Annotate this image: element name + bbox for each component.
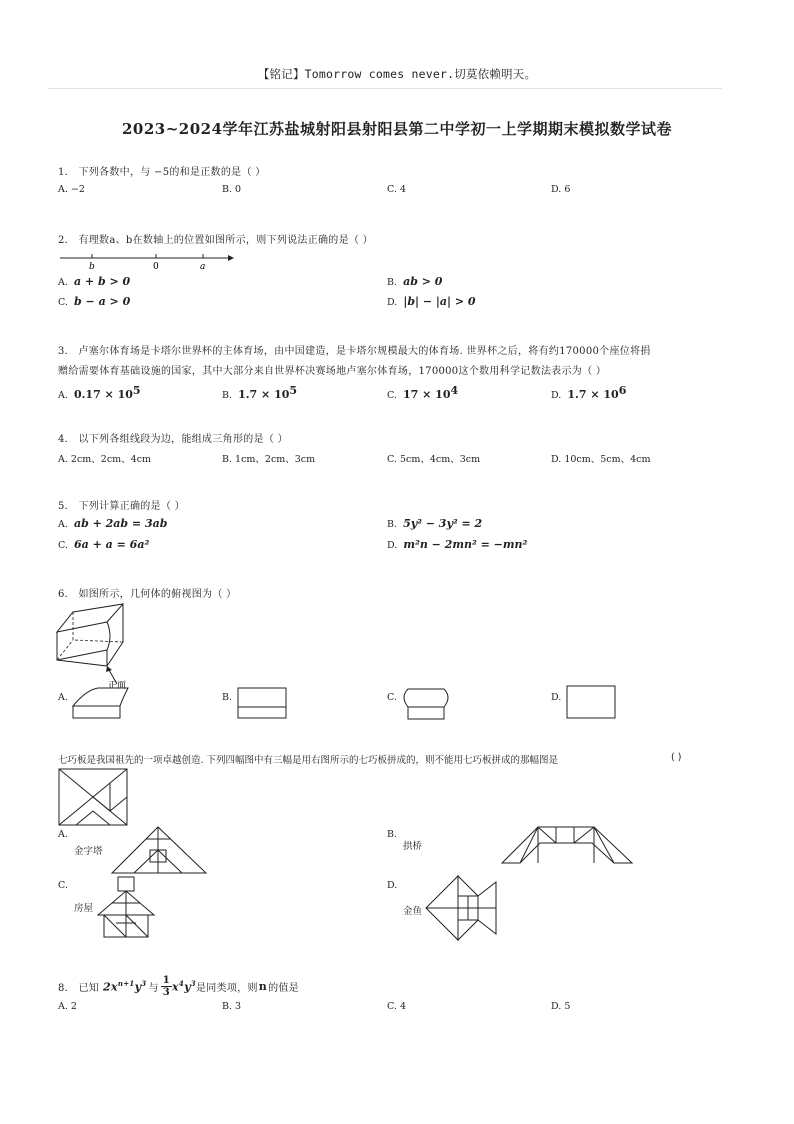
question-1-option-c[interactable]: C. 4: [387, 184, 407, 195]
option-math: 1.7 × 10: [567, 388, 619, 402]
option-letter: B.: [387, 519, 398, 530]
question-3-option-d[interactable]: [551, 384, 626, 401]
option-math: |b| − |a| > 0: [403, 295, 476, 308]
option-c-caption: 房屋: [74, 903, 94, 914]
question-8-stem: [58, 975, 299, 998]
option-exponent: 5: [132, 384, 141, 397]
question-5-option-c[interactable]: [58, 538, 149, 551]
option-exponent: 4: [450, 384, 459, 397]
front-view-label: 正面: [108, 681, 127, 691]
question-7-option-b[interactable]: B.: [387, 829, 398, 840]
house-shape: [96, 875, 160, 941]
question-3-option-b[interactable]: [222, 384, 297, 401]
option-math: 1.7 × 10: [238, 388, 290, 402]
question-6-stem: 6． 如图所示，几何体的俯视图为（ ）: [58, 589, 237, 600]
option-letter: A.: [58, 390, 68, 402]
page-title: 2023~2024学年江苏盐城射阳县射阳县第二中学初一上学期期末模拟数学试卷: [121, 120, 673, 138]
option-math: a + b > 0: [73, 275, 131, 288]
option-math: 17 × 10: [403, 388, 451, 402]
question-6-option-b[interactable]: B.: [222, 692, 233, 703]
goldfish-shape: [424, 874, 500, 944]
option-math: 5y² − 3y² = 2: [403, 517, 483, 530]
option-math: 0.17 × 10: [73, 388, 133, 402]
option-d-shape: [566, 685, 618, 721]
option-math: m²n − 2mn² = −mn²: [403, 538, 528, 551]
option-exponent: 5: [289, 384, 298, 397]
question-6-option-c[interactable]: C.: [387, 692, 397, 703]
option-letter: C.: [58, 297, 68, 308]
axis-label-b: b: [89, 262, 95, 272]
option-c-shape: [402, 687, 454, 721]
option-letter: D.: [387, 540, 398, 551]
question-3-option-a[interactable]: [58, 384, 141, 401]
question-2-option-a[interactable]: [58, 275, 130, 288]
number-line-figure: [58, 250, 238, 272]
question-5-stem: 5． 下列计算正确的是（ ）: [58, 501, 185, 512]
option-a-caption: 金字塔: [74, 846, 103, 857]
option-letter: A.: [58, 519, 68, 530]
question-4-option-a[interactable]: A. 2cm、2cm、4cm: [58, 454, 152, 465]
question-1-option-b[interactable]: B. 0: [222, 184, 242, 195]
stem-text: 8． 已知: [58, 983, 100, 994]
option-letter: D.: [551, 390, 562, 402]
question-1-option-d[interactable]: D. 6: [551, 184, 571, 195]
question-6-option-a[interactable]: A.: [58, 692, 68, 703]
option-b-caption: 拱桥: [403, 841, 423, 852]
stem-text: 是同类项，则: [195, 983, 258, 994]
option-math: ab > 0: [403, 275, 443, 288]
term-2: $x^4y^3$: [172, 979, 196, 994]
option-letter: B.: [387, 277, 398, 288]
option-a-shape: [70, 684, 130, 722]
variable-n: n: [258, 980, 268, 993]
solid-figure: [55, 600, 135, 690]
term-1: $2x^{n+1}y^3$: [103, 979, 147, 994]
question-8-option-a[interactable]: A. 2: [58, 1001, 77, 1012]
header-divider: [48, 88, 722, 89]
axis-label-a: a: [200, 262, 206, 272]
option-math: b − a > 0: [74, 295, 131, 308]
tangram-figure: [58, 768, 130, 828]
arch-bridge-shape: [500, 825, 635, 867]
option-letter: C.: [387, 390, 397, 402]
question-3-option-c[interactable]: [387, 384, 458, 401]
option-d-caption: 金鱼: [403, 906, 423, 917]
question-6-option-d[interactable]: D.: [551, 692, 562, 703]
option-letter: B.: [222, 390, 233, 402]
option-math: ab + 2ab = 3ab: [73, 517, 168, 530]
question-5-option-a[interactable]: [58, 517, 167, 530]
question-7-option-c[interactable]: C.: [58, 880, 68, 891]
question-2-option-d[interactable]: [387, 295, 476, 308]
option-letter: D.: [387, 297, 398, 308]
question-8-option-b[interactable]: B. 3: [222, 1001, 242, 1012]
question-3-stem-line2: 赠给需要体育基础设施的国家，其中大部分来自世界杯决赛场地卢塞尔体育场，170000这个数用科学记数法表示为（ ）: [58, 366, 607, 377]
question-3-stem-line1: 3． 卢塞尔体育场是卡塔尔世界杯的主体育场，由中国建造，是卡塔尔规模最大的体育场. 世界杯之后，将有约170000个座位将捐: [58, 346, 651, 357]
axis-label-zero: 0: [153, 262, 159, 272]
question-8-option-d[interactable]: D. 5: [551, 1001, 571, 1012]
question-5-option-d[interactable]: [387, 538, 527, 551]
option-exponent: 6: [618, 384, 627, 397]
option-letter: A.: [58, 277, 68, 288]
question-1-option-a[interactable]: A. −2: [58, 184, 85, 195]
question-2-stem: 2． 有理数a、b在数轴上的位置如图所示，则下列说法正确的是（ ）: [58, 235, 373, 246]
question-8-option-c[interactable]: C. 4: [387, 1001, 407, 1012]
pyramid-shape: [110, 825, 210, 875]
option-math: 6a + a = 6a²: [74, 538, 150, 551]
question-2-option-c[interactable]: [58, 295, 130, 308]
option-b-shape: [237, 687, 289, 721]
fraction-one-third: 1 3: [162, 975, 171, 998]
question-7-answer-paren: ( ): [671, 752, 682, 763]
question-2-option-b[interactable]: [387, 275, 442, 288]
stem-text: 与: [148, 983, 159, 994]
question-4-option-d[interactable]: D. 10cm、5cm、4cm: [551, 454, 651, 465]
header-motto: 【铭记】Tomorrow comes never.切莫依赖明天。: [257, 67, 537, 81]
question-7-option-d[interactable]: D.: [387, 880, 398, 891]
option-letter: C.: [58, 540, 68, 551]
stem-text: 的值是: [268, 983, 299, 994]
question-7-stem: 七巧板是我国祖先的一项卓越创造. 下列四幅图中有三幅是用右图所示的七巧板拼成的，则不能用七巧板拼成的那幅图是: [58, 755, 559, 766]
question-5-option-b[interactable]: [387, 517, 482, 530]
question-4-stem: 4． 以下列各组线段为边，能组成三角形的是（ ）: [58, 434, 288, 445]
question-4-option-b[interactable]: B. 1cm、2cm、3cm: [222, 454, 316, 465]
question-7-option-a[interactable]: A.: [58, 829, 68, 840]
question-4-option-c[interactable]: C. 5cm、4cm、3cm: [387, 454, 481, 465]
question-1-stem: 1． 下列各数中，与 −5的和是正数的是（ ）: [58, 167, 266, 178]
